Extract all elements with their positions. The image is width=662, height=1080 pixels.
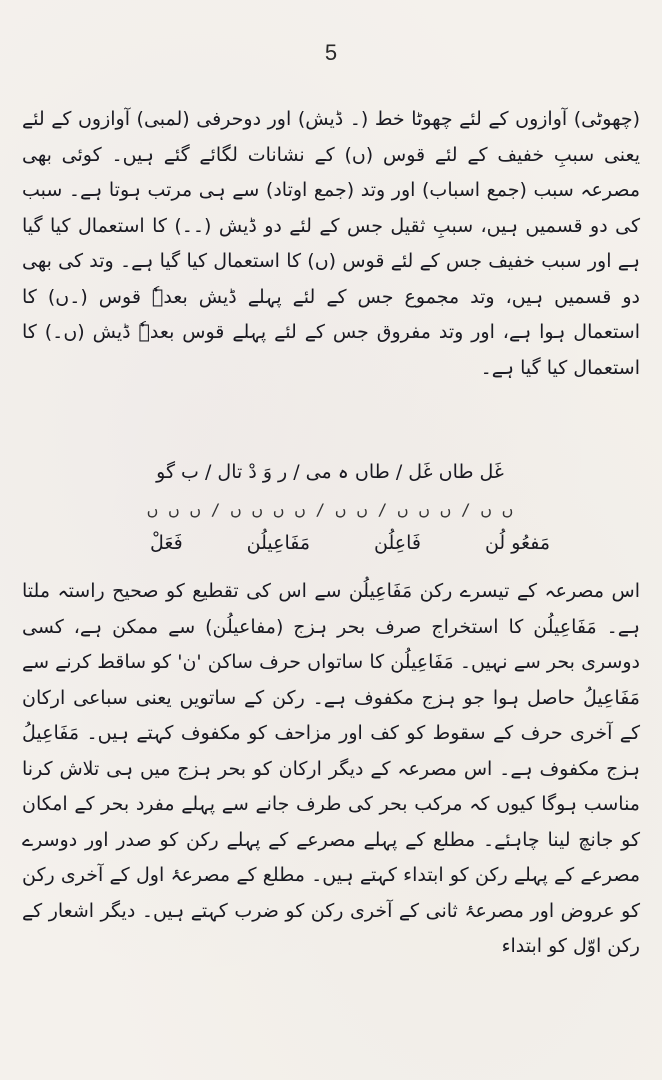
page-number: 5 <box>324 40 338 65</box>
paragraph-prosody-notation: (چھوٹی) آوازوں کے لئے چھوٹا خط (۔ ڈیش) اور دوحرفی (لمبی) آوازوں کے لئے یعنی سببِ خفیف کے لئے قوس (ں) کے نشانات لگائے گئے ہیں۔ کوئی بھی مصرعہ سبب (جمع اسباب) اور وتد (جمع اوتاد) سے ہی مرتب ہوتا ہے۔ سبب کی دو قسمیں ہیں، سببِ ثقیل جس کے لئے دو ڈیش (۔۔) کا استعمال کیا گیا ہے اور سبب خفیف جس کے لئے قوس (ں) کا استعمال کیا گیا ہے۔ وتد کی بھی دو قسمیں ہیں، وتد مجموع جس کے لئے پہلے ڈیش بعدہٗ قوس (۔ں) کا استعمال ہوا ہے، اور وتد مفروق جس کے لئے پہلے قوس بعدہٗ ڈیش (ں۔) کا استعمال کیا گیا ہے۔ <box>22 108 640 379</box>
foot-3: مَفَاعِیلُن <box>246 532 311 554</box>
metrical-feet <box>150 532 550 554</box>
scansion-marks: ں ں / ں ں ں / ں ں / ں ں ں ں / ں ں ں <box>146 500 514 519</box>
foot-1: مَفعُو لُن <box>484 532 550 554</box>
foot-4: فَعَلْ <box>150 532 183 554</box>
paragraph-hazaj-analysis: اس مصرعہ کے تیسرے رکن مَفَاعِیلُن سے اس کی تقطیع کو صحیح راستہ ملتا ہے۔ مَفَاعِیلُن کا استخراج صرف بحر ہزج (مفاعیلُن) سے ممکن ہے، کسی دوسری بحر سے نہیں۔ مَفَاعِیلُن کا ساتواں حرف ساکن 'ن' کو ساقط کرنے سے مَفَاعِیلُ حاصل ہوا جو ہزج مکفوف ہے۔ رکن کے ساتویں یعنی سباعی ارکان کے آخری حرف کے سقوط کو کف اور مزاحف کو مکفوف کہتے ہیں۔ مَفَاعِیلُ ہزج مکفوف ہے۔ اس مصرعہ کے دیگر ارکان کو بحر ہزج میں ہی تلاش کرنا مناسب ہوگا کیوں کہ مرکب بحر کی طرف جانے سے پہلے مفرد بحر کے امکان کو جانچ لینا چاہئے۔ مطلع کے پہلے مصرعے کے پہلے رکن کو صدر اور دوسرے مصرعے کے پہلے رکن کو ابتداء کہتے ہیں۔ مطلع کے مصرعۂ اول کے آخری رکن کو عروض اور مصرعۂ ثانی کے آخری رکن کو ضرب کہتے ہیں۔ دیگر اشعار کے رکن اوّل کو ابتداء <box>22 580 640 957</box>
foot-2: فَاعِلُن <box>374 532 421 554</box>
scansion-line: غَل طاں غَل / طاں ہ می / ر وَ دْ تال / ب گو <box>156 461 504 483</box>
